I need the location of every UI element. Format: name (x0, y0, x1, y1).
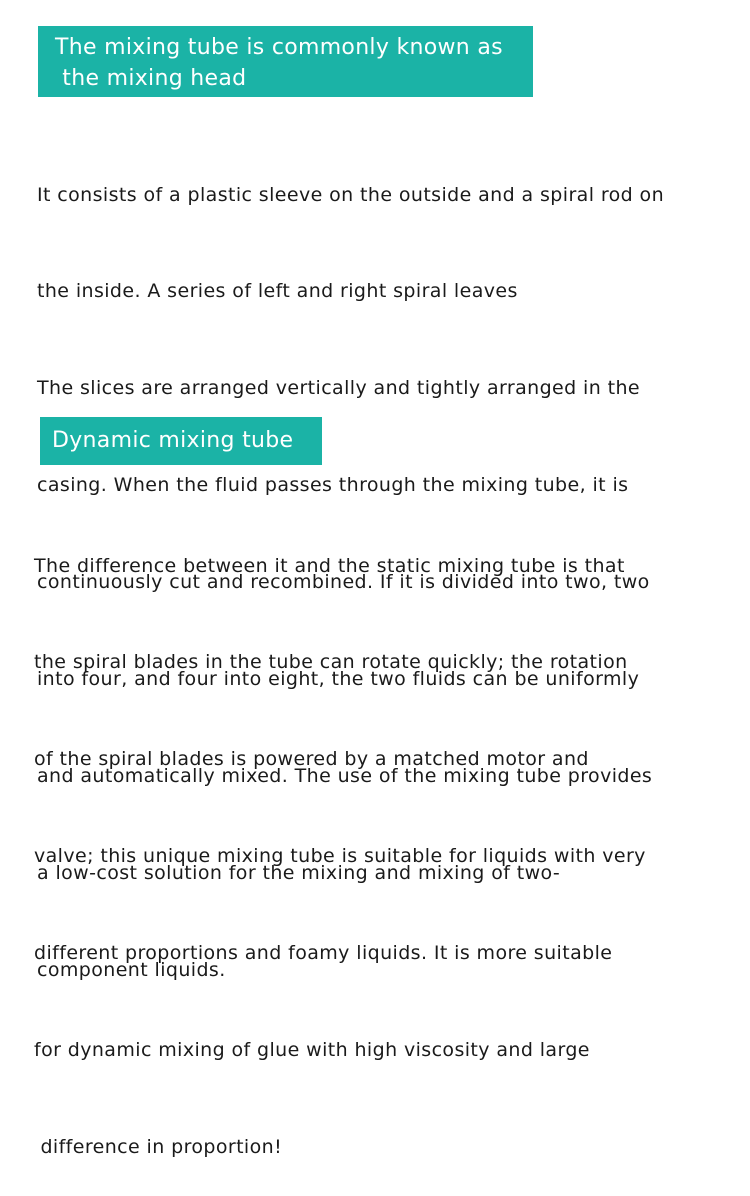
heading-line: The mixing tube is commonly known as (55, 35, 503, 60)
body-line: The slices are arranged vertically and tightly arranged in the (37, 377, 640, 400)
section-heading-dynamic-mixing-tube (40, 417, 322, 465)
body-line: into four, and four into eight, the two fluids can be uniformly (37, 668, 640, 691)
body-line: of the spiral blades is powered by a matched motor and (34, 748, 589, 771)
body-line: casing. When the fluid passes through the mixing tube, it is (37, 474, 629, 497)
body-line: The difference between it and the static mixing tube is that (34, 554, 625, 577)
body-line: different proportions and foamy liquids. It is more suitable (34, 942, 613, 965)
body-line: for dynamic mixing of glue with high viscosity and large (34, 1039, 590, 1062)
heading-line: the mixing head (55, 66, 247, 91)
body-line: a low-cost solution for the mixing and mixing of two- (37, 861, 561, 884)
section-heading-mixing-tube (38, 26, 533, 97)
body-line: It consists of a plastic sleeve on the outside and a spiral rod on (37, 183, 665, 206)
body-line: difference in proportion! (34, 1135, 283, 1158)
body-line: component liquids. (37, 958, 226, 981)
body-line: and automatically mixed. The use of the mixing tube provides (37, 764, 653, 787)
body-line: continuously cut and recombined. If it is divided into two, two (37, 571, 650, 594)
heading-text: Dynamic mixing tube (52, 428, 294, 453)
body-line: valve; this unique mixing tube is suitable for liquids with very (34, 845, 646, 868)
section-body-dynamic-mixing-tube (34, 485, 646, 1196)
body-line: the inside. A series of left and right spiral leaves (37, 280, 518, 303)
body-line: the spiral blades in the tube can rotate quickly; the rotation (34, 651, 628, 674)
